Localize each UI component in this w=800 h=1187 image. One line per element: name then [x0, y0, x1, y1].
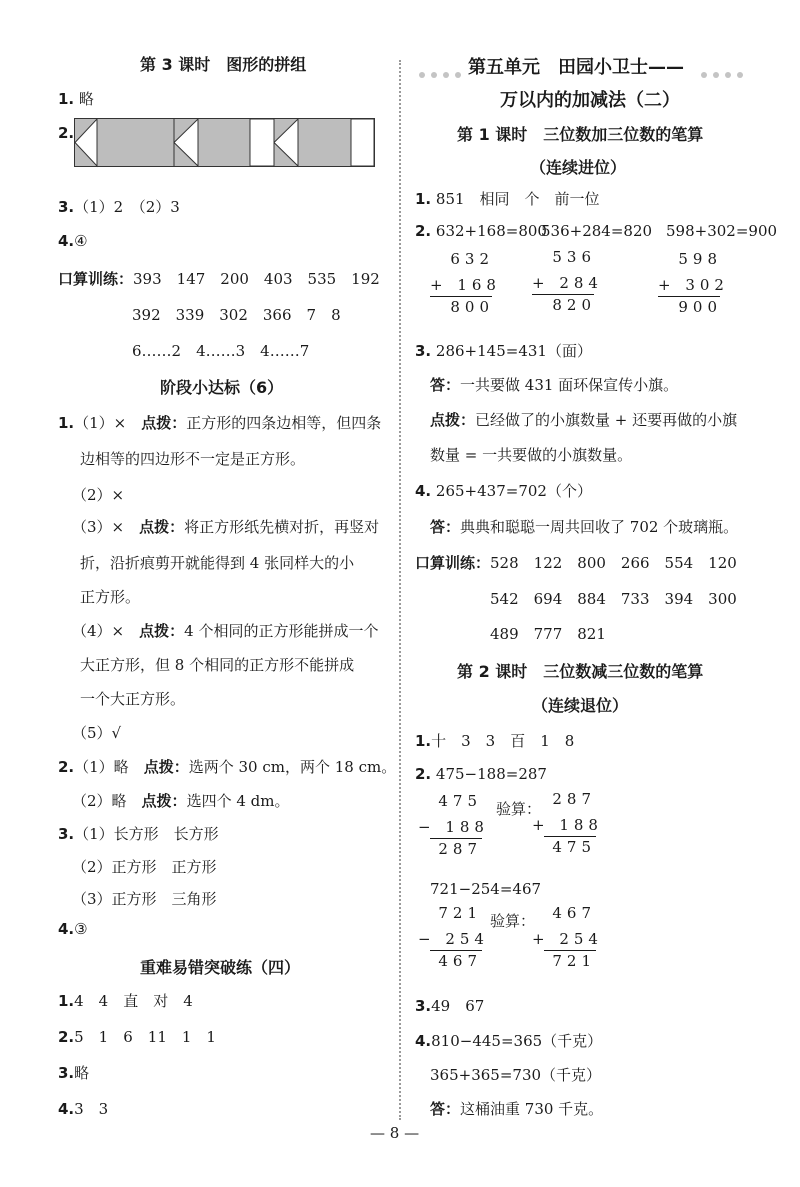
- decor-dot: [443, 72, 449, 78]
- r-q4-eq: 4. 265+437=702（个）: [415, 482, 592, 500]
- r-q1: 1. 851 相同 个 前一位: [415, 190, 600, 208]
- oral-training-right: 口算训练：528 122 800 266 554 120: [415, 554, 737, 572]
- s3-p2: （2）正方形 正方形: [72, 858, 217, 876]
- shape-composition-figure: [74, 118, 376, 168]
- r-q2-eq3: 598+302=900: [666, 222, 778, 240]
- r2-q4-eq2: 365+365=730（千克）: [430, 1066, 602, 1084]
- s2-p2: （2）略 点拨：选四个 4 dm。: [72, 792, 290, 810]
- page-number: — 8 —: [370, 1124, 420, 1142]
- lesson3-title: 第 3 课时 图形的拼组: [140, 55, 307, 74]
- s3-p1: 3.（1）长方形 长方形: [58, 825, 219, 843]
- vertical-add-3-result: 900: [678, 298, 722, 316]
- vertical-sub-2-top: 721: [438, 904, 482, 922]
- decor-dot: [725, 72, 731, 78]
- s1-p2: （2）×: [72, 486, 125, 504]
- unit-title: 第五单元 田园小卫士——: [468, 57, 684, 78]
- decor-dot: [431, 72, 437, 78]
- vertical-check-1-line: [544, 836, 596, 837]
- decor-dot: [701, 72, 707, 78]
- h1: 1.4 4 直 对 4: [58, 992, 193, 1010]
- white-rect: [250, 119, 274, 166]
- vertical-add-1-line: [430, 296, 492, 297]
- q2-number: 2.: [58, 124, 75, 142]
- decor-dot: [713, 72, 719, 78]
- q3: 3.（1）2 （2）3: [58, 198, 180, 216]
- vertical-add-2-mid: + 284: [532, 274, 603, 292]
- r-q3-eq: 3. 286+145=431（面）: [415, 342, 592, 360]
- s1-p1-line2: 边相等的四边形不一定是正方形。: [80, 450, 306, 468]
- s1-p4-line2: 大正方形，但 8 个相同的正方形不能拼成: [80, 656, 355, 674]
- vertical-add-2-line: [532, 294, 594, 295]
- grey-rect: [298, 119, 351, 166]
- r-q3-hint-line2: 数量 = 一共要做的小旗数量。: [430, 446, 633, 464]
- vertical-add-2-top: 536: [552, 248, 596, 266]
- lesson1-subtitle: （连续进位）: [530, 158, 627, 177]
- vertical-check-2-top: 467: [552, 904, 596, 922]
- hard-practice-title: 重难易错突破练（四）: [140, 958, 301, 977]
- s1-p4: （4）× 点拨：4 个相同的正方形能拼成一个: [72, 622, 379, 640]
- vertical-check-1-top: 287: [552, 790, 596, 808]
- lesson1-title: 第 1 课时 三位数加三位数的笔算: [457, 125, 704, 144]
- unit-subtitle: 万以内的加减法（二）: [500, 90, 680, 111]
- vertical-check-2-mid: + 254: [532, 930, 603, 948]
- s1-p4-line3: 一个大正方形。: [80, 690, 186, 708]
- vertical-add-3-top: 598: [678, 250, 722, 268]
- column-divider: [399, 60, 401, 1120]
- oral-row2-left: 392 339 302 366 7 8: [132, 306, 341, 324]
- oral-training-left: 口算训练：393 147 200 403 535 192: [58, 270, 380, 288]
- r2-q1: 1.十 3 3 百 1 8: [415, 732, 575, 750]
- check-label-2: 验算：: [490, 912, 536, 930]
- vertical-sub-2-mid: − 254: [418, 930, 489, 948]
- vertical-sub-1-top: 475: [438, 792, 482, 810]
- vertical-sub-1-mid: − 188: [418, 818, 489, 836]
- q4: 4.④: [58, 232, 88, 250]
- s1-p3-line2: 折，沿折痕剪开就能得到 4 张同样大的小: [80, 554, 355, 572]
- s1-p3-line3: 正方形。: [80, 588, 141, 606]
- h3: 3.略: [58, 1064, 90, 1082]
- lesson2-title: 第 2 课时 三位数减三位数的笔算: [457, 662, 704, 681]
- r2-q2-eq1: 2. 475−188=287: [415, 765, 547, 783]
- vertical-add-1-top: 632: [450, 250, 494, 268]
- vertical-check-1-result: 475: [552, 838, 596, 856]
- r-q2-eq2: 536+284=820: [541, 222, 653, 240]
- vertical-sub-1-line: [430, 838, 482, 839]
- s1-p3: （3）× 点拨：将正方形纸先横对折，再竖对: [72, 518, 380, 536]
- s1-p1: 1.（1）× 点拨：正方形的四条边相等，但四条: [58, 414, 382, 432]
- grey-rect: [198, 119, 250, 166]
- r2-q4-eq1: 4.810−445=365（千克）: [415, 1032, 603, 1050]
- vertical-sub-1-result: 287: [438, 840, 482, 858]
- s3-p3: （3）正方形 三角形: [72, 890, 217, 908]
- s4: 4.③: [58, 920, 88, 938]
- r2-q3: 3.49 67: [415, 997, 485, 1015]
- vertical-add-2-result: 820: [552, 296, 596, 314]
- vertical-check-2-result: 721: [552, 952, 596, 970]
- r2-q4-answer: 答：这桶油重 730 千克。: [430, 1100, 604, 1118]
- decor-dot: [455, 72, 461, 78]
- h2: 2.5 1 6 11 1 1: [58, 1028, 216, 1046]
- lesson2-subtitle: （连续退位）: [532, 696, 629, 715]
- h4: 4.3 3: [58, 1100, 109, 1118]
- oral-row3-left: 6……2 4……3 4……7: [132, 342, 310, 360]
- vertical-add-3-line: [658, 296, 720, 297]
- s1-p5: （5）√: [72, 724, 122, 742]
- check-label-1: 验算：: [496, 800, 542, 818]
- decor-dot: [419, 72, 425, 78]
- r2-q2-eq2: 721−254=467: [430, 880, 542, 898]
- r-q3-hint: 点拨：已经做了的小旗数量 + 还要再做的小旗: [430, 411, 738, 429]
- oral-row2-right: 542 694 884 733 394 300: [490, 590, 737, 608]
- vertical-sub-2-result: 467: [438, 952, 482, 970]
- decor-dot: [737, 72, 743, 78]
- grey-rect: [97, 119, 174, 166]
- vertical-add-1-result: 800: [450, 298, 494, 316]
- stage-test-title: 阶段小达标（6）: [160, 378, 284, 397]
- r-q3-answer: 答：一共要做 431 面环保宣传小旗。: [430, 376, 679, 394]
- vertical-add-3-mid: + 302: [658, 276, 729, 294]
- r-q2-eq1: 2. 632+168=800: [415, 222, 547, 240]
- white-rect: [351, 119, 374, 166]
- vertical-add-1-mid: + 168: [430, 276, 501, 294]
- vertical-check-1-mid: + 188: [532, 816, 603, 834]
- oral-row3-right: 489 777 821: [490, 625, 606, 643]
- vertical-sub-2-line: [430, 950, 482, 951]
- q1: 1. 略: [58, 90, 94, 108]
- vertical-check-2-line: [544, 950, 596, 951]
- s2-p1: 2.（1）略 点拨：选两个 30 cm，两个 18 cm。: [58, 758, 397, 776]
- r-q4-answer: 答：典典和聪聪一周共回收了 702 个玻璃瓶。: [430, 518, 739, 536]
